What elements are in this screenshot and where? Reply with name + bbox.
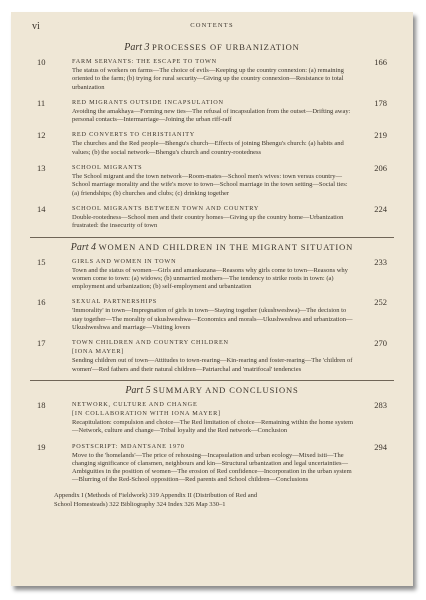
chapter-number: 19 [37,441,46,452]
chapter-entry [37,203,387,231]
chapter-page: 219 [374,130,387,141]
chapter-description: Sending children out of town—Attitudes to town-rearing—Kin-rearing and foster-rearing—The 'children of women'—Red fathers and their natural children—Patriarchal and 'matrifocal' tendencies [72,357,353,373]
folio: vi [32,21,40,32]
part-divider [30,237,394,238]
chapter-number: 10 [37,57,46,67]
chapter-title: FARM SERVANTS: THE ESCAPE TO TOWN [72,58,217,65]
chapter-page: 206 [374,163,387,174]
chapter-description: The churches and the Red people—Bhengu's church—Effects of joining Bhengu's church: (a) habits and values; (b) the social network—Bhengu's church and country-rootedness [72,140,344,156]
back-matter-list [49,491,375,509]
chapter-entry [37,57,387,92]
chapter-page: 166 [374,57,387,67]
chapter-number: 17 [37,338,46,349]
chapter-page: 252 [374,297,387,308]
running-title: CONTENTS [190,22,234,29]
chapter-number: 12 [37,130,46,141]
chapter-entry [37,297,387,332]
chapter-number: 15 [37,256,46,267]
chapter-number: 11 [37,97,46,108]
part-title: SUMMARY AND CONCLUSIONS [153,384,299,395]
chapter-entry [37,163,387,198]
chapter-title: GIRLS AND WOMEN IN TOWN [72,257,177,265]
chapter-title: RED CONVERTS TO CHRISTIANITY [72,131,196,139]
part-label: Part 5 [125,384,151,396]
chapter-number: 18 [37,399,46,410]
chapter-title: [IN COLLABORATION WITH IONA MAYER] [72,409,221,417]
chapter-description: Recapitulation: compulsion and choice—The Red limitation of choice—Remaining within the home system—Network, culture and change—Tribal loyalty and the Red network—Conclusion [72,418,354,435]
chapter-page: 233 [374,256,387,267]
chapter-page: 294 [374,441,387,452]
chapter-description: The School migrant and the town network—Room-mates—School men's wives: town versus country—School marriage morality and the wife's move to town—School marriage in the town setting—Social ties: (a) friendships; (b) churches and clubs; (c) drinking together [72,173,348,197]
chapter-description: 'Immorality' in town—Impregnation of girls in town—Staying together (ukushweshwa)—The decision to stay together—The morality of ukushweshwa—Economics and morals—Ukushweshwa and urbanization—Ukushweshwa and marriage—Visiting lovers [72,307,353,332]
part-title: PROCESSES OF URBANIZATION [152,42,300,52]
chapter-title: [IONA MAYER] [72,348,125,356]
chapter-entry [37,130,387,157]
back-matter-line: Appendix I (Methods of Fieldwork) 319 Appendix II (Distribution of Red and [54,491,258,499]
part-label: Part 3 [124,42,150,53]
chapter-description: Double-rootedness—School men and their country homes—Giving up the country home—Urbanization frustrated: the insecurity of town [72,213,344,230]
chapter-page: 224 [374,203,387,214]
chapter-entry [37,441,387,485]
chapter-entry [37,399,387,436]
chapter-description: Town and the status of women—Girls and amankazana—Reasons why girls come to town—Reasons why women come to town: (a) widows; (b) unmarried mothers—The tendency to strike roots in town: (a) employment and urbanization; (b) self-employment and urbanization [72,266,348,291]
part-label: Part 4 [70,241,97,253]
part-title: WOMEN AND CHILDREN IN THE MIGRANT SITUATION [98,241,354,252]
chapter-title: SCHOOL MIGRANTS [72,164,143,172]
chapter-page: 178 [374,97,387,108]
book-page [11,12,413,586]
chapter-description: The status of workers on farms—The choice of evils—Keeping up the country connexion: (a) remaining oriented to the farm; (b) trying for rural security—Giving up the country connexion—Resistance to total urbanization [72,67,344,91]
part-heading [49,42,375,53]
chapter-description: Move to the 'homelands'—The price of rehousing—Incapsulation and urban ecology—Mixed isiti—The changing significance of clansmen, neighbours and kin—Structural urbanization and legal uncertainties—Ambiguities in the position of women—The erosion of Red confidence—Incorporation in the urban system—Blurring of the Red-School opposition—Red parents and School children—Conclusions [72,451,352,484]
chapter-entry [37,338,387,374]
part-heading [49,385,375,396]
chapter-number: 14 [37,203,46,214]
chapter-entry [37,256,387,292]
chapter-title: TOWN CHILDREN AND COUNTRY CHILDREN [72,339,229,347]
part-divider [30,380,394,381]
chapter-title: SEXUAL PARTNERSHIPS [72,298,158,306]
part-heading [27,242,397,253]
chapter-title: SCHOOL MIGRANTS BETWEEN TOWN AND COUNTRY [72,204,260,212]
chapter-entry [37,97,387,125]
chapter-page: 283 [374,399,387,410]
chapter-title: POSTSCRIPT: MDANTSANE 1970 [72,442,185,450]
table-of-contents [37,40,387,509]
chapter-page: 270 [374,338,387,349]
running-head [32,21,392,33]
chapter-number: 13 [37,163,46,174]
chapter-description: Avoiding the amakhaya—Forming new ties—The refusal of incapsulation from the outset—Drifting away: personal contacts—Intermarriage—Joining the urban riff-raff [72,107,351,124]
chapter-title: NETWORK, CULTURE AND CHANGE [72,400,198,408]
chapter-number: 16 [37,297,46,308]
chapter-title: RED MIGRANTS OUTSIDE INCAPSULATION [72,98,224,106]
back-matter-line: School Homesteads) 322 Bibliography 324 Index 326 Map 330–1 [54,500,226,508]
